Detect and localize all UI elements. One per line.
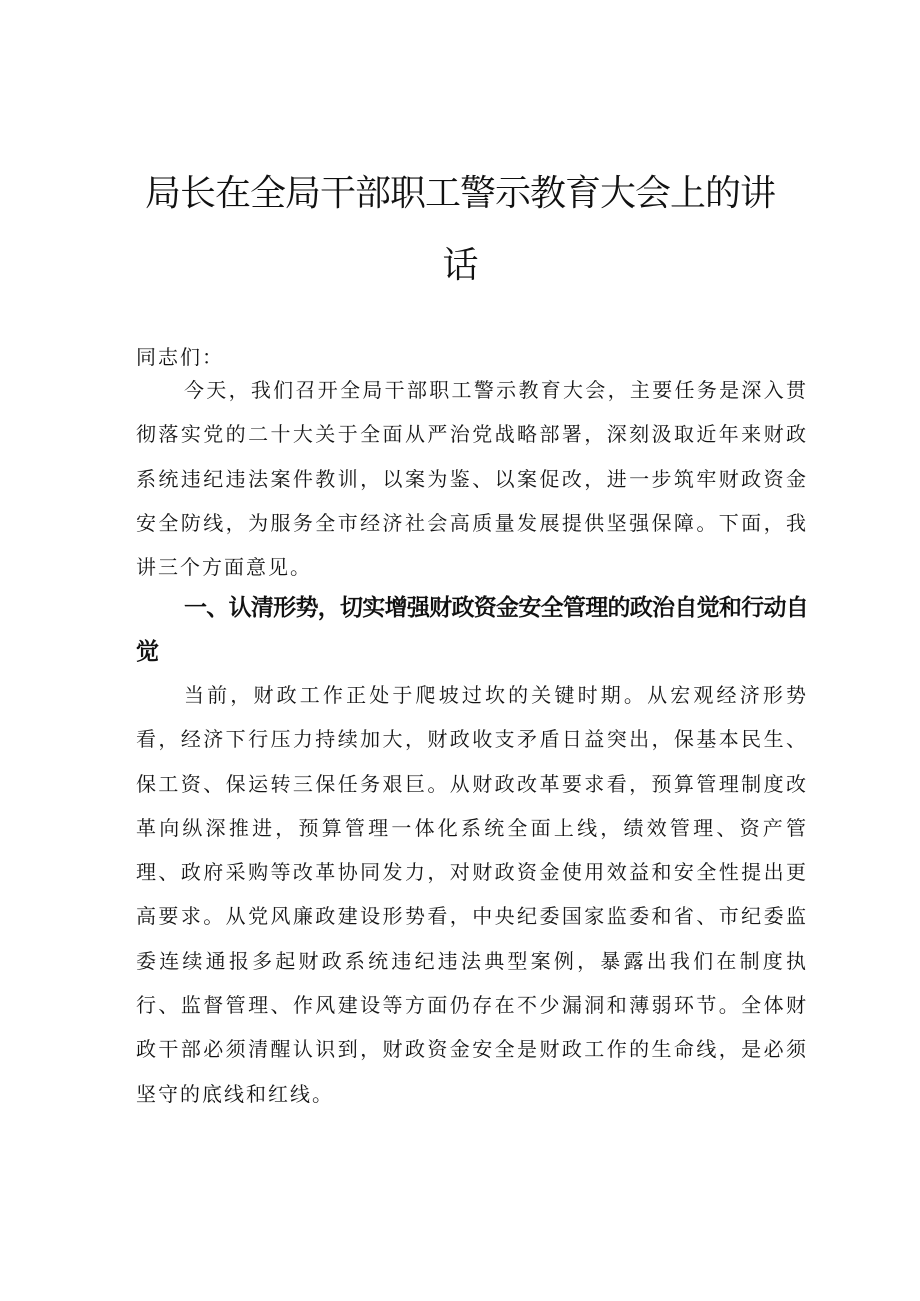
intro-paragraph: 今天，我们召开全局干部职工警示教育大会，主要任务是深入贯彻落实党的二十大关于全面从严治党战略部署，深刻汲取近年来财政系统违纪违法案件教训，以案为鉴、以案促改，进一步筑牢财政资金安全防线，为服务全市经济社会高质量发展提供坚强保障。下面，我讲三个方面意见。 bbox=[136, 378, 808, 580]
salutation: 同志们： bbox=[136, 345, 224, 369]
document-title: 局长在全局干部职工警示教育大会上的讲话 bbox=[144, 173, 775, 286]
section-heading: 一、认清形势，切实增强财政资金安全管理的政治自觉和行动自觉 bbox=[136, 595, 808, 665]
section-paragraph: 当前，财政工作正处于爬坡过坎的关键时期。从宏观经济形势看，经济下行压力持续加大，财政收支矛盾日益突出，保基本民生、保工资、保运转三保任务艰巨。从财政改革要求看，预算管理制度改革向纵深推进，预算管理一体化系统全面上线，绩效管理、资产管理、政府采购等改革协同发力，对财政资金使用效益和安全性提出更高要求。从党风廉政建设形势看，中央纪委国家监委和省、市纪委监委连续通报多起财政系统违纪违法典型案例，暴露出我们在制度执行、监督管理、作风建设等方面仍存在不少漏洞和薄弱环节。全体财政干部必须清醒认识到，财政资金安全是财政工作的生命线，是必须坚守的底线和红线。 bbox=[136, 683, 808, 1106]
